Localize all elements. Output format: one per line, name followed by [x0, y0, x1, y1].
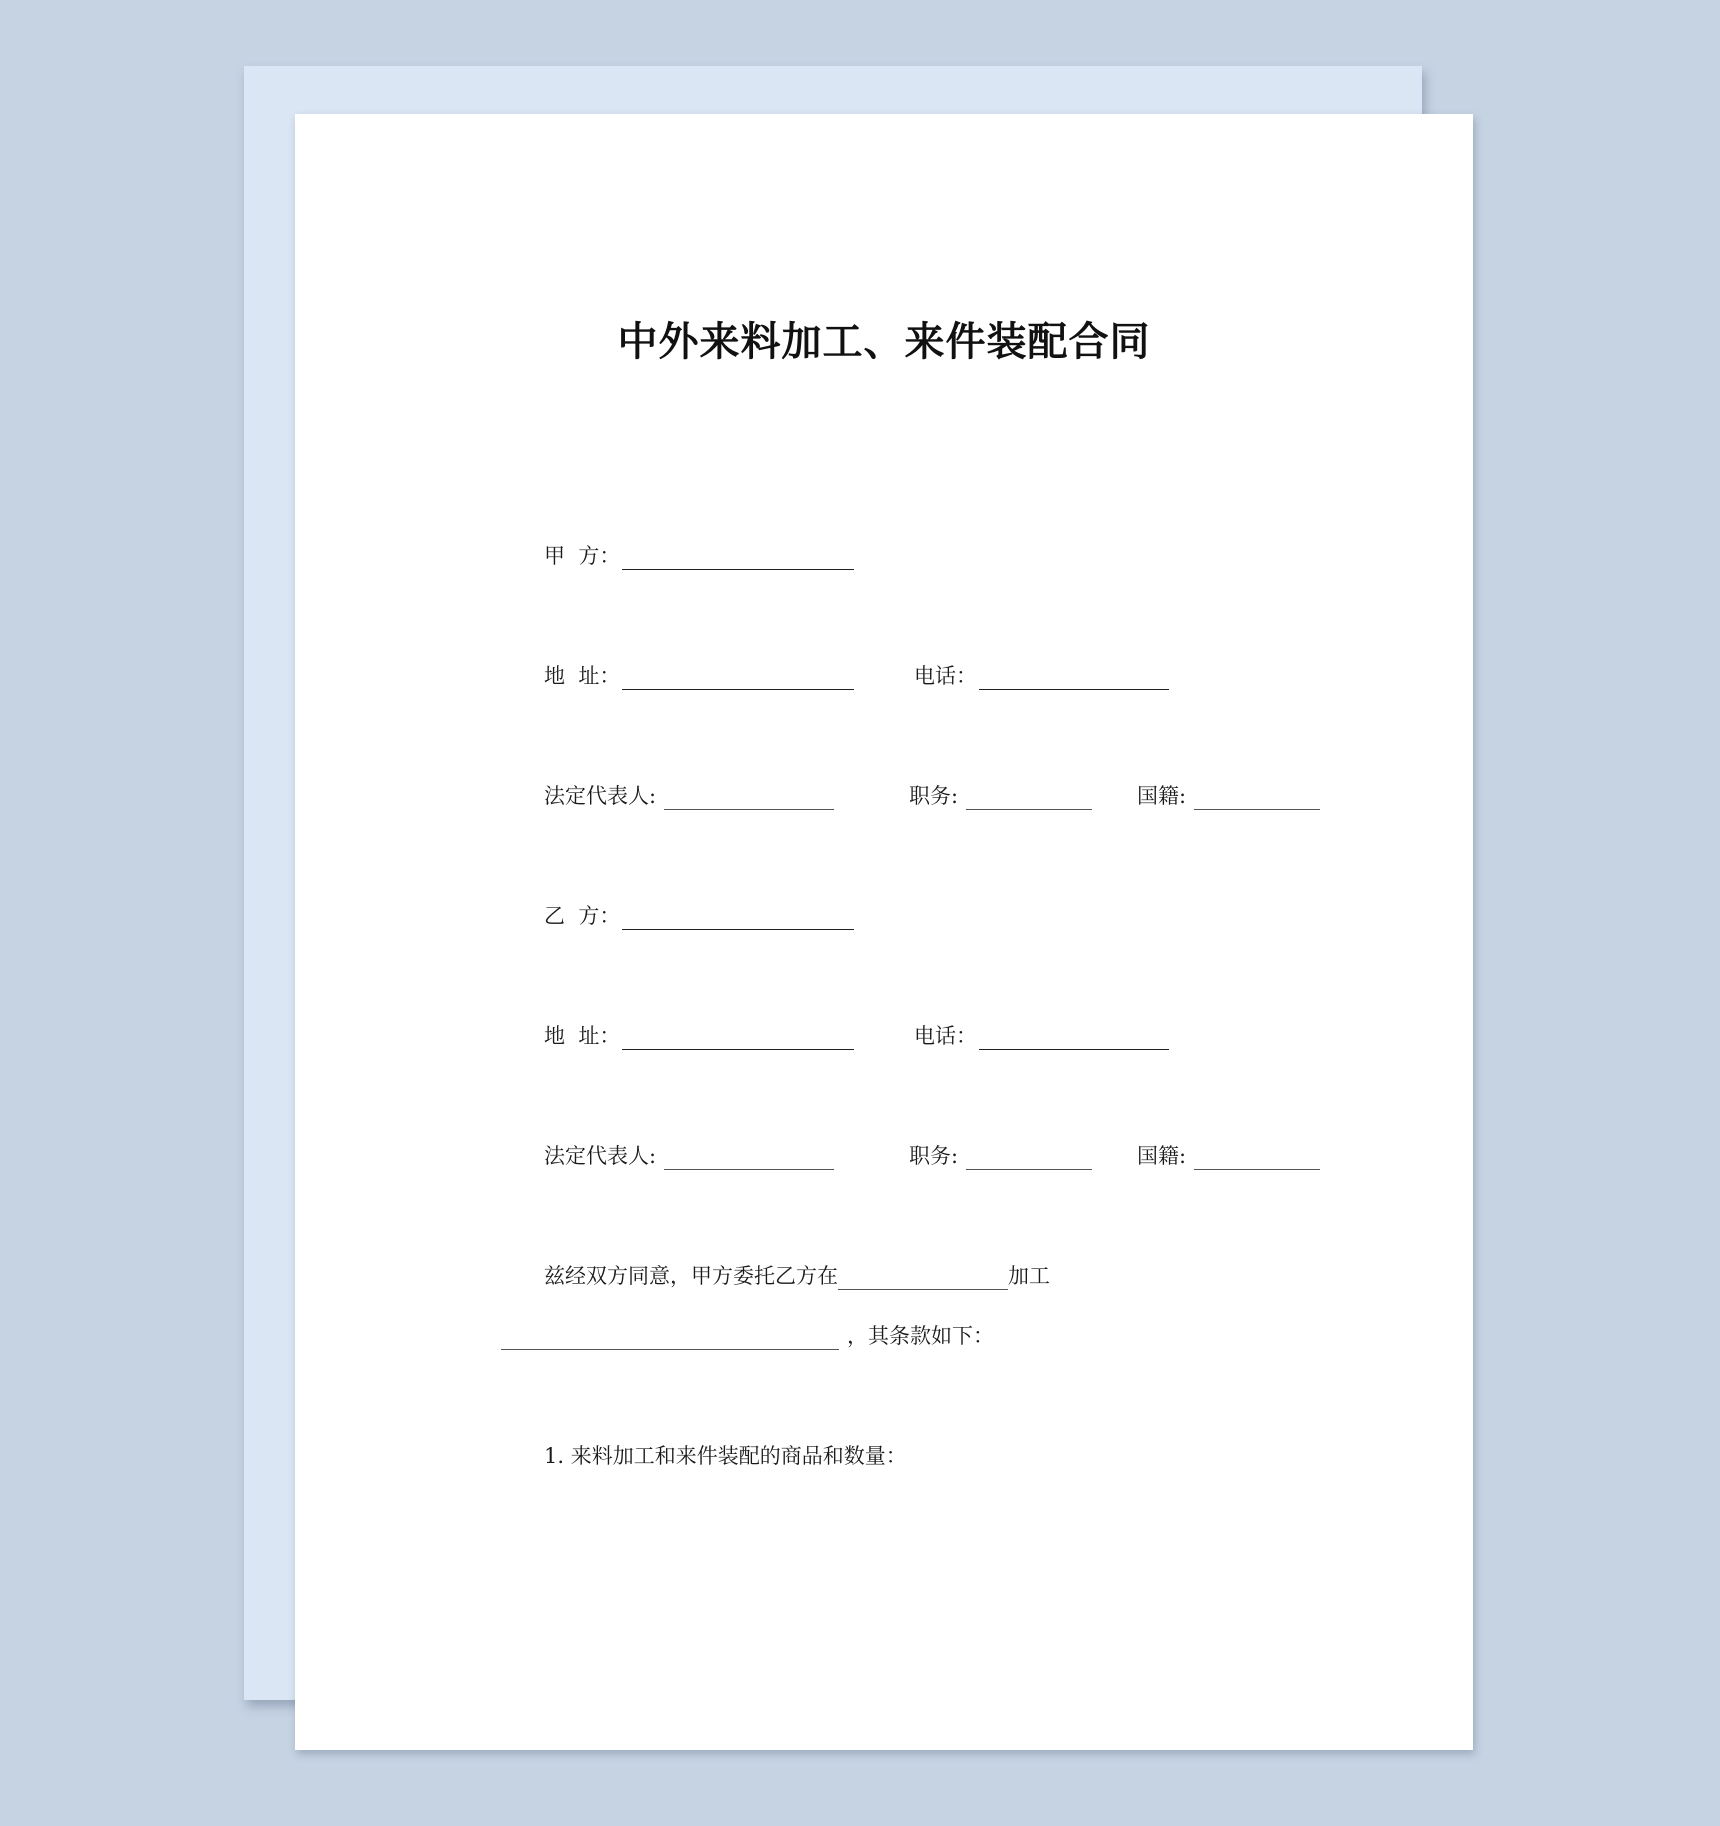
party-a-address-label: 地 址：: [544, 664, 621, 688]
party-a-nationality-blank[interactable]: [1194, 787, 1320, 810]
intro-line-1: [544, 1260, 1050, 1290]
party-b-position-field: [909, 1140, 1092, 1170]
party-a-rep-field: [544, 780, 834, 810]
party-b-nationality-field: [1137, 1140, 1320, 1170]
party-b-phone-label: 电话：: [914, 1024, 977, 1048]
intro-terms-text: ，其条款如下：: [847, 1324, 994, 1348]
party-a-position-field: [909, 780, 1092, 810]
document-title: 中外来料加工、来件装配合同: [617, 319, 1151, 365]
party-a-rep-blank[interactable]: [664, 787, 834, 810]
party-b-name-blank[interactable]: [622, 907, 854, 930]
intro-text-after: 加工: [1008, 1264, 1050, 1288]
party-b-name-field: [544, 900, 854, 930]
party-b-position-label: 职务:: [909, 1144, 959, 1168]
party-b-rep-field: [544, 1140, 834, 1170]
party-b-nationality-blank[interactable]: [1194, 1147, 1320, 1170]
party-a-address-field: [544, 660, 854, 690]
party-b-address-label: 地 址：: [544, 1024, 621, 1048]
intro-line-2: [501, 1320, 994, 1350]
party-b-position-blank[interactable]: [966, 1147, 1092, 1170]
party-b-nationality-label: 国籍:: [1137, 1144, 1187, 1168]
party-b-phone-field: [914, 1020, 1169, 1050]
party-a-position-blank[interactable]: [966, 787, 1092, 810]
party-a-rep-label: 法定代表人:: [544, 784, 657, 808]
intro-item-blank[interactable]: [501, 1327, 839, 1350]
intro-location-blank[interactable]: [838, 1267, 1008, 1290]
party-b-address-field: [544, 1020, 854, 1050]
party-b-rep-label: 法定代表人:: [544, 1144, 657, 1168]
party-a-name-field: [544, 540, 854, 570]
party-a-nationality-label: 国籍:: [1137, 784, 1187, 808]
party-b-name-label: 乙 方：: [544, 904, 621, 928]
document-page: [295, 114, 1473, 1750]
intro-text-before: 兹经双方同意，甲方委托乙方在: [544, 1264, 838, 1288]
party-a-position-label: 职务:: [909, 784, 959, 808]
party-b-rep-blank[interactable]: [664, 1147, 834, 1170]
party-a-nationality-field: [1137, 780, 1320, 810]
party-a-name-blank[interactable]: [622, 547, 854, 570]
party-a-address-blank[interactable]: [622, 667, 854, 690]
party-a-phone-blank[interactable]: [979, 667, 1169, 690]
party-a-phone-label: 电话：: [914, 664, 977, 688]
party-a-phone-field: [914, 660, 1169, 690]
party-a-name-label: 甲 方：: [544, 544, 621, 568]
party-b-phone-blank[interactable]: [979, 1027, 1169, 1050]
party-b-address-blank[interactable]: [622, 1027, 854, 1050]
clause-1: 1. 来料加工和来件装配的商品和数量：: [544, 1444, 907, 1468]
